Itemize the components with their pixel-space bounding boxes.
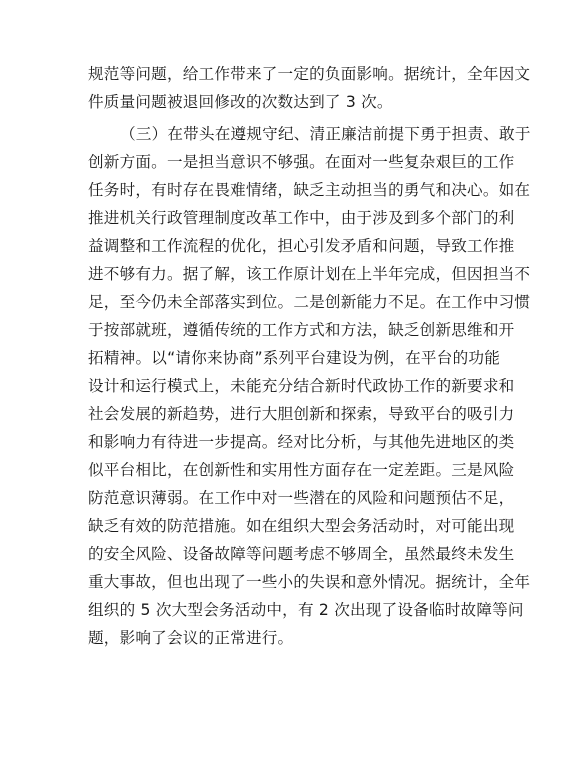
text-line: 和影响力有待进一步提高。经对比分析，与其他先进地区的类 [88,433,515,451]
text-line: 社会发展的新趋势，进行大胆创新和探索，导致平台的吸引力 [88,405,515,423]
text-line: 件质量问题被退回修改的次数达到了 3 次。 [88,93,393,111]
text-line: 推进机关行政管理制度改革工作中，由于涉及到多个部门的利 [88,209,515,227]
text-line: 防范意识薄弱。在工作中对一些潜在的风险和问题预估不足， [88,489,515,507]
text-line: 设计和运行模式上，未能充分结合新时代政协工作的新要求和 [88,377,515,395]
paragraph-section-three [88,120,531,652]
text-line: 组织的 5 次大型会务活动中，有 2 次出现了设备临时故障等问 [88,601,524,619]
text-line: 的安全风险、设备故障等问题考虑不够周全，虽然最终未发生 [88,545,515,563]
text-line: 拓精神。以“请你来协商”系列平台建设为例，在平台的功能 [88,349,500,367]
text-line: 创新方面。一是担当意识不够强。在面对一些复杂艰巨的工作 [88,153,515,171]
text-line: 缺乏有效的防范措施。如在组织大型会务活动时，对可能出现 [88,517,515,535]
text-line: 似平台相比，在创新性和实用性方面存在一定差距。三是风险 [88,461,515,479]
text-line: 题，影响了会议的正常进行。 [88,629,294,647]
text-line: 于按部就班，遵循传统的工作方式和方法，缺乏创新思维和开 [88,321,515,339]
text-line: 重大事故，但也出现了一些小的失误和意外情况。据统计，全年 [88,573,531,591]
text-line: 益调整和工作流程的优化，担心引发矛盾和问题，导致工作推 [88,237,515,255]
text-line: 进不够有力。据了解，该工作原计划在上半年完成，但因担当不 [88,265,531,283]
text-line: 足，至今仍未全部落实到位。二是创新能力不足。在工作中习惯 [88,293,531,311]
text-line: 任务时，有时存在畏难情绪，缺乏主动担当的勇气和决心。如在 [88,181,531,199]
paragraph-continuation [88,60,531,116]
text-line: 规范等问题，给工作带来了一定的负面影响。据统计，全年因文 [88,65,531,83]
text-line: （三）在带头在遵规守纪、清正廉洁前提下勇于担责、敢于 [120,125,531,143]
document-body [88,60,531,656]
